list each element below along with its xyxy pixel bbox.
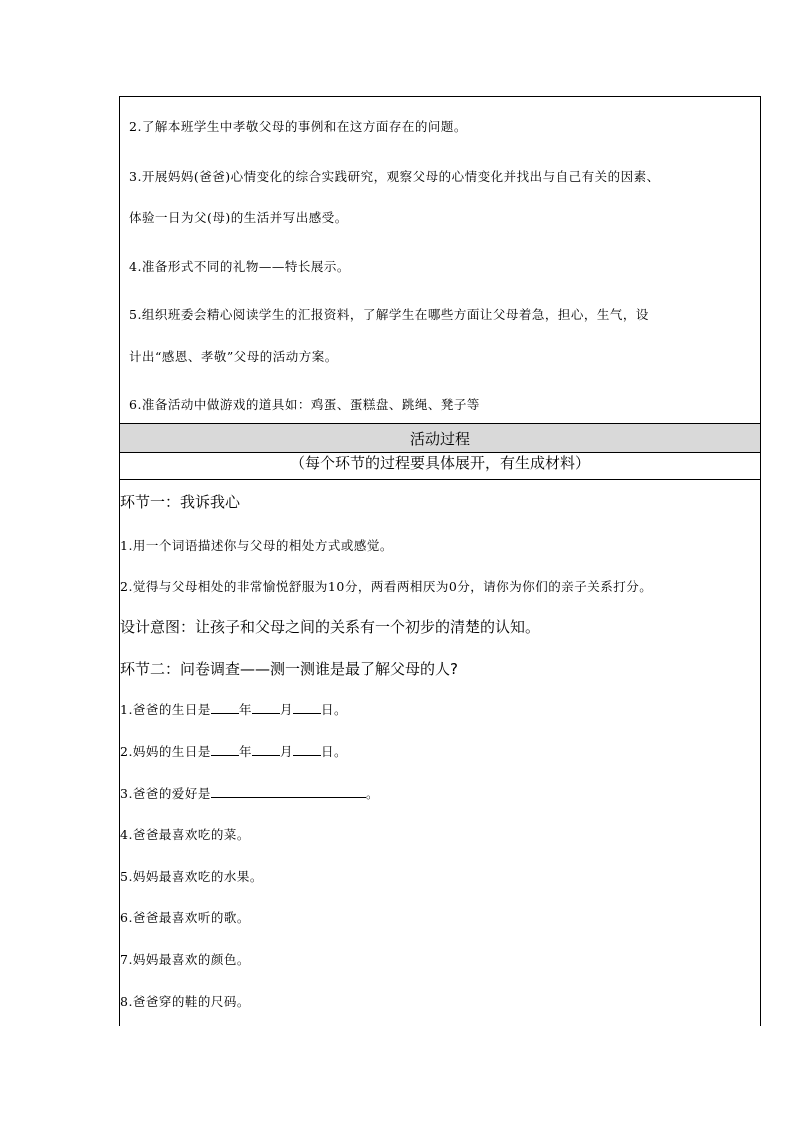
year-blank (211, 701, 239, 714)
day-blank (293, 743, 321, 756)
day-label: 日。 (320, 702, 347, 717)
stage-1-item-1: 1.用一个词语描述你与父母的相处方式或感觉。 (120, 538, 393, 553)
prep-item-5-continued: 计出“感恩、孝敬”父母的活动方案。 (129, 349, 338, 364)
day-blank (293, 701, 321, 714)
question-5: 5.妈妈最喜欢吃的水果。 (120, 869, 263, 884)
process-section-title: 活动过程 (119, 423, 761, 453)
question-prefix: 2.妈妈的生日是 (120, 744, 211, 759)
stage-2-title: 环节二：问卷调查——测一测谁是最了解父母的人? (120, 660, 458, 678)
month-blank (252, 743, 280, 756)
prep-item-4: 4.准备形式不同的礼物——特长展示。 (129, 259, 350, 274)
question-dad-birthday (120, 700, 347, 718)
stage-1-title: 环节一：我诉我心 (120, 493, 241, 511)
stage-1-item-2: 2.觉得与父母相处的非常愉悦舒服为10分，两看两相厌为0分，请你为你们的亲子关系打分。 (120, 579, 653, 594)
question-7: 7.妈妈最喜欢的颜色。 (120, 952, 250, 967)
question-suffix: 。 (365, 786, 379, 801)
design-intent: 设计意图：让孩子和父母之间的关系有一个初步的清楚的认知。 (120, 618, 541, 636)
question-6: 6.爸爸最喜欢听的歌。 (120, 910, 250, 925)
month-label: 月 (279, 702, 293, 717)
preparation-section (119, 96, 761, 423)
question-4: 4.爸爸最喜欢吃的菜。 (120, 827, 250, 842)
process-section (119, 480, 761, 1026)
prep-item-6: 6.准备活动中做游戏的道具如：鸡蛋、蛋糕盘、跳绳、凳子等 (129, 397, 480, 412)
day-label: 日。 (320, 744, 347, 759)
prep-item-3: 3.开展妈妈(爸爸)心情变化的综合实践研究，观察父母的心情变化并找出与自己有关的因素、 (129, 169, 660, 184)
process-section-note: （每个环节的过程要具体展开，有生成材料） (119, 453, 761, 480)
year-label: 年 (238, 744, 252, 759)
question-dad-hobby (120, 784, 379, 802)
question-mom-birthday (120, 742, 347, 760)
question-prefix: 1.爸爸的生日是 (120, 702, 211, 717)
question-prefix: 3.爸爸的爱好是 (120, 786, 211, 801)
activity-plan-table (119, 96, 761, 1026)
prep-item-2: 2.了解本班学生中孝敬父母的事例和在这方面存在的问题。 (129, 119, 467, 134)
prep-item-5: 5.组织班委会精心阅读学生的汇报资料，了解学生在哪些方面让父母着急，担心，生气，设 (129, 307, 649, 322)
year-label: 年 (238, 702, 252, 717)
month-blank (252, 701, 280, 714)
prep-item-3-continued: 体验一日为父(母)的生活并写出感受。 (129, 210, 348, 225)
hobby-blank (211, 785, 366, 798)
question-8: 8.爸爸穿的鞋的尺码。 (120, 994, 250, 1009)
month-label: 月 (279, 744, 293, 759)
year-blank (211, 743, 239, 756)
